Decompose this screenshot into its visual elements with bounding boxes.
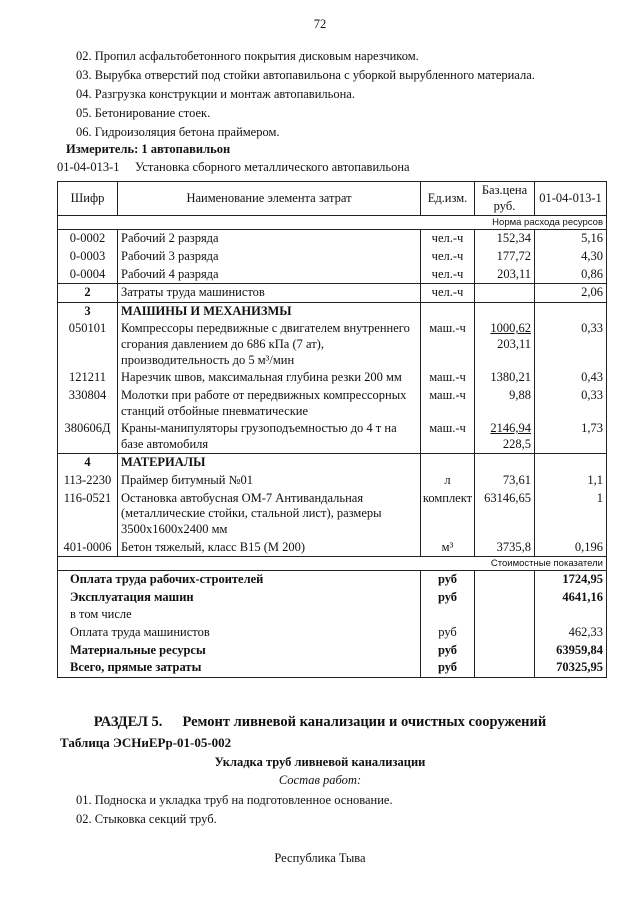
cell-name: Праймер битумный №01 bbox=[118, 472, 421, 490]
cost-subheader-row bbox=[58, 557, 607, 571]
cell-norm: 0,86 bbox=[535, 266, 607, 284]
cell-price: 152,34 bbox=[475, 230, 535, 248]
cell-name: Рабочий 4 разряда bbox=[118, 266, 421, 284]
cell-name: Компрессоры передвижные с двигателем внутреннего сгорания давлением до 686 кПа (7 ат), производительность до 5 м³/мин bbox=[118, 320, 421, 369]
norms-table bbox=[57, 181, 607, 678]
cell-code: 0-0004 bbox=[58, 266, 118, 284]
total-value: 63959,84 bbox=[535, 642, 607, 660]
total-unit: руб bbox=[421, 624, 475, 642]
section-row bbox=[58, 454, 607, 472]
header-unit: Ед.изм. bbox=[421, 182, 475, 216]
cell-code: 113-2230 bbox=[58, 472, 118, 490]
table-row bbox=[58, 539, 607, 557]
cell-norm: 0,196 bbox=[535, 539, 607, 557]
cell-code: 401-0006 bbox=[58, 539, 118, 557]
cell-price: 73,61 bbox=[475, 472, 535, 490]
cell-norm: 0,43 bbox=[535, 369, 607, 387]
total-value: 4641,16 bbox=[535, 589, 607, 607]
table-row bbox=[58, 248, 607, 266]
cell-unit: л bbox=[421, 472, 475, 490]
norm-title bbox=[57, 160, 410, 176]
total-value: 462,33 bbox=[535, 624, 607, 642]
total-value: 70325,95 bbox=[535, 659, 607, 677]
total-row bbox=[58, 659, 607, 677]
work-item: 02. Стыковка секций труб. bbox=[76, 812, 217, 826]
cell-price bbox=[475, 284, 535, 303]
total-label: Всего, прямые затраты bbox=[58, 659, 421, 677]
table-row bbox=[58, 472, 607, 490]
cell-norm: 2,06 bbox=[535, 284, 607, 303]
cell-code: 121211 bbox=[58, 369, 118, 387]
section-name: Ремонт ливневой канализации и очистных сооружений bbox=[182, 714, 547, 730]
cell-unit: маш.-ч bbox=[421, 420, 475, 454]
work-list bbox=[76, 793, 393, 831]
meter-line: Измеритель: 1 автопавильон bbox=[66, 142, 231, 156]
work-item: 06. Гидроизоляция бетона праймером. bbox=[76, 125, 280, 139]
cell-norm: 1 bbox=[535, 490, 607, 539]
cell-code: 116-0521 bbox=[58, 490, 118, 539]
table-subtitle: Укладка труб ливневой канализации bbox=[214, 755, 426, 769]
header-name: Наименование элемента затрат bbox=[118, 182, 421, 216]
total-label: Оплата труда машинистов bbox=[58, 624, 421, 642]
norm-subheader-row bbox=[58, 216, 607, 230]
cell-unit: чел.-ч bbox=[421, 266, 475, 284]
cell-price: 63146,65 bbox=[475, 490, 535, 539]
cell-norm: 5,16 bbox=[535, 230, 607, 248]
work-item: 05. Бетонирование стоек. bbox=[76, 106, 211, 120]
cell-price: 1380,21 bbox=[475, 369, 535, 387]
work-item: 03. Вырубка отверстий под стойки автопавильона с уборкой вырубленного материала. bbox=[76, 68, 535, 82]
cell-unit: комплект bbox=[421, 490, 475, 539]
works-heading: Состав работ: bbox=[278, 773, 362, 787]
cell-norm: 1,73 bbox=[535, 420, 607, 454]
total-row bbox=[58, 571, 607, 589]
table-row bbox=[58, 230, 607, 248]
cell-code: 0-0002 bbox=[58, 230, 118, 248]
table-row bbox=[58, 420, 607, 454]
cell-unit: чел.-ч bbox=[421, 248, 475, 266]
table-row bbox=[58, 266, 607, 284]
total-value bbox=[535, 606, 607, 624]
table-row bbox=[58, 284, 607, 303]
cell-name: Бетон тяжелый, класс В15 (М 200) bbox=[118, 539, 421, 557]
total-value: 1724,95 bbox=[535, 571, 607, 589]
table-row bbox=[58, 387, 607, 420]
section-code: 4 bbox=[58, 454, 118, 472]
norm-name: Установка сборного металлического автопавильона bbox=[135, 160, 410, 174]
total-label: Оплата труда рабочих-строителей bbox=[58, 571, 421, 589]
page-footer: Республика Тыва bbox=[274, 851, 366, 865]
page-number: 72 bbox=[313, 17, 327, 31]
section-name: МАШИНЫ И МЕХАНИЗМЫ bbox=[118, 302, 421, 320]
cell-price: 203,11 bbox=[475, 266, 535, 284]
section-name: МАТЕРИАЛЫ bbox=[118, 454, 421, 472]
cell-price: 9,88 bbox=[475, 387, 535, 420]
cell-unit: м³ bbox=[421, 539, 475, 557]
header-price: Баз.цена руб. bbox=[475, 182, 535, 216]
cell-price bbox=[475, 320, 535, 369]
cell-norm: 0,33 bbox=[535, 320, 607, 369]
price-main: 1000,62 bbox=[490, 321, 531, 336]
cell-price: 3735,8 bbox=[475, 539, 535, 557]
work-item: 01. Подноска и укладка труб на подготовленное основание. bbox=[76, 793, 393, 807]
cell-name: Рабочий 2 разряда bbox=[118, 230, 421, 248]
cell-name: Остановка автобусная ОМ-7 Антивандальная (металлические стойки, стальной лист), размеры 3500х1600х2400 мм bbox=[118, 490, 421, 539]
header-norm: 01-04-013-1 bbox=[535, 182, 607, 216]
cell-price bbox=[475, 420, 535, 454]
cell-unit: маш.-ч bbox=[421, 369, 475, 387]
cost-subheader: Стоимостные показатели bbox=[58, 557, 607, 571]
work-list bbox=[76, 49, 535, 144]
total-unit: руб bbox=[421, 571, 475, 589]
header-code: Шифр bbox=[58, 182, 118, 216]
total-label: Материальные ресурсы bbox=[58, 642, 421, 660]
table-row bbox=[58, 320, 607, 369]
work-item: 02. Пропил асфальтобетонного покрытия дисковым нарезчиком. bbox=[76, 49, 419, 63]
table-row bbox=[58, 369, 607, 387]
cell-unit: чел.-ч bbox=[421, 230, 475, 248]
table-row bbox=[58, 490, 607, 539]
total-label: Эксплуатация машин bbox=[58, 589, 421, 607]
total-unit: руб bbox=[421, 659, 475, 677]
price-main: 2146,94 bbox=[490, 421, 531, 436]
cell-code: 050101 bbox=[58, 320, 118, 369]
cell-name: Нарезчик швов, максимальная глубина резки 200 мм bbox=[118, 369, 421, 387]
table-label: Таблица ЭСНиЕРр-01-05-002 bbox=[60, 735, 232, 750]
norm-code: 01-04-013-1 bbox=[57, 160, 120, 174]
total-row bbox=[58, 642, 607, 660]
cell-unit: маш.-ч bbox=[421, 320, 475, 369]
total-row bbox=[58, 589, 607, 607]
cell-unit: чел.-ч bbox=[421, 284, 475, 303]
total-unit: руб bbox=[421, 642, 475, 660]
cell-name: Молотки при работе от передвижных компрессорных станций отбойные пневматические bbox=[118, 387, 421, 420]
total-label: в том числе bbox=[58, 606, 421, 624]
cell-norm: 1,1 bbox=[535, 472, 607, 490]
total-row bbox=[58, 606, 607, 624]
work-item: 04. Разгрузка конструкции и монтаж автопавильона. bbox=[76, 87, 355, 101]
cell-norm: 0,33 bbox=[535, 387, 607, 420]
table-header bbox=[58, 182, 607, 216]
cell-unit: маш.-ч bbox=[421, 387, 475, 420]
norm-subheader: Норма расхода ресурсов bbox=[58, 216, 607, 230]
price-labor: 228,5 bbox=[502, 436, 531, 451]
cell-name: Краны-манипуляторы грузоподъемностью до 4 т на базе автомобиля bbox=[118, 420, 421, 454]
cell-price: 177,72 bbox=[475, 248, 535, 266]
section-row bbox=[58, 302, 607, 320]
section-title bbox=[0, 713, 640, 731]
cell-code: 2 bbox=[58, 284, 118, 303]
total-row bbox=[58, 624, 607, 642]
cell-code: 380606Д bbox=[58, 420, 118, 454]
section-code: 3 bbox=[58, 302, 118, 320]
section-label: РАЗДЕЛ 5. bbox=[93, 714, 163, 730]
total-unit: руб bbox=[421, 589, 475, 607]
cell-code: 330804 bbox=[58, 387, 118, 420]
cell-code: 0-0003 bbox=[58, 248, 118, 266]
price-labor: 203,11 bbox=[497, 337, 531, 351]
cell-norm: 4,30 bbox=[535, 248, 607, 266]
cell-name: Рабочий 3 разряда bbox=[118, 248, 421, 266]
total-unit bbox=[421, 606, 475, 624]
cell-name: Затраты труда машинистов bbox=[118, 284, 421, 303]
